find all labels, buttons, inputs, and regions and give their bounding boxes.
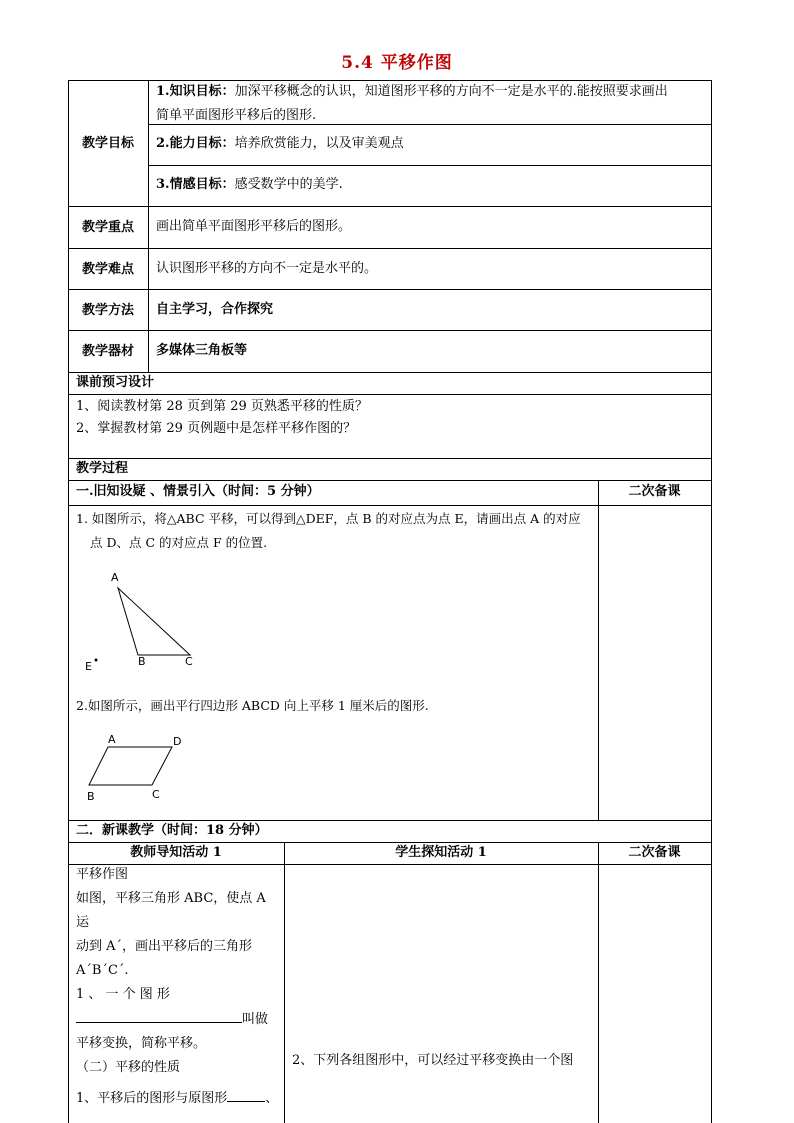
teacher-line: 平移变换，简称平移。 bbox=[76, 1036, 207, 1051]
point-b-label: B bbox=[87, 790, 95, 803]
objective-text-cont: 简单平面图形平移后的图形. bbox=[156, 108, 317, 123]
parallelogram-figure bbox=[80, 728, 200, 808]
table-border bbox=[598, 480, 599, 820]
table-border bbox=[68, 289, 712, 290]
method-text: 自主学习，合作探究 bbox=[156, 302, 274, 317]
student-activity-heading: 学生探知活动 1 bbox=[395, 845, 487, 860]
section2-heading: 二．新课教学（时间：18 分钟） bbox=[76, 823, 268, 838]
answer-blank bbox=[227, 1086, 265, 1102]
table-border bbox=[711, 80, 712, 1123]
teacher-activity-heading: 教师导知活动 1 bbox=[130, 845, 222, 860]
objectives-label: 教学目标 bbox=[81, 136, 134, 151]
parallelogram-abcd bbox=[89, 747, 172, 785]
table-border bbox=[68, 372, 712, 373]
equipment-text: 多媒体三角板等 bbox=[156, 343, 248, 358]
triangle-figure bbox=[76, 566, 216, 676]
point-b-label: B bbox=[138, 655, 146, 668]
teacher-line: （二）平移的性质 bbox=[76, 1060, 181, 1075]
teacher-line: 叫做 bbox=[242, 1012, 269, 1027]
teacher-activity-content bbox=[76, 863, 282, 1111]
preview-item: 2、掌握教材第 29 页例题中是怎样平移作图的？ bbox=[76, 421, 357, 436]
objective-prefix: 1.知识目标： bbox=[156, 84, 235, 99]
point-c-label: C bbox=[152, 788, 160, 801]
objective-text: 感受数学中的美学. bbox=[234, 177, 343, 192]
triangle-abc bbox=[118, 588, 190, 655]
objective-prefix: 2.能力目标： bbox=[156, 136, 235, 151]
section1-side-heading: 二次备课 bbox=[628, 484, 681, 499]
student-activity-content: 2、下列各组图形中，可以经过平移变换由一个图 bbox=[292, 1053, 574, 1068]
preview-item: 1、阅读教材第 28 页到第 29 页熟悉平移的性质？ bbox=[76, 399, 368, 414]
table-border bbox=[68, 505, 712, 506]
teacher-line: 1、平移后的图形与原图形 bbox=[76, 1091, 228, 1106]
teacher-line: 平移作图 bbox=[76, 867, 129, 882]
table-border bbox=[68, 80, 69, 1123]
question-1 bbox=[76, 507, 596, 555]
page-title: 5.4 平移作图 bbox=[341, 53, 453, 73]
question-2: 2.如图所示，画出平行四边形 ABCD 向上平移 1 厘米后的图形. bbox=[76, 698, 429, 713]
question-1-line2: 点 D、点 C 的对应点 F 的位置. bbox=[90, 535, 268, 550]
table-border bbox=[68, 248, 712, 249]
teacher-line-blank bbox=[76, 1086, 282, 1111]
teacher-line: 1 、 一 个 图 形 bbox=[76, 987, 170, 1002]
objective-knowledge bbox=[156, 80, 712, 128]
focus-text: 画出简单平面图形平移后的图形。 bbox=[156, 219, 352, 234]
objective-text: 培养欣赏能力，以及审美观点 bbox=[234, 136, 404, 151]
equipment-label: 教学器材 bbox=[81, 344, 134, 359]
teacher-line: A´B´C´. bbox=[76, 963, 129, 978]
point-e bbox=[95, 659, 98, 662]
table-border bbox=[148, 80, 149, 372]
method-label: 教学方法 bbox=[81, 303, 134, 318]
table-border bbox=[598, 842, 599, 1123]
table-border bbox=[68, 206, 712, 207]
focus-label: 教学重点 bbox=[81, 220, 134, 235]
teacher-line: 、 bbox=[265, 1091, 279, 1106]
teacher-line: 动到 A´，画出平移后的三角形 bbox=[76, 939, 253, 954]
question-1-line1: 1. 如图所示，将△ABC 平移，可以得到△DEF，点 B 的对应点为点 E，请画出点 A 的对应 bbox=[76, 511, 581, 526]
objective-prefix: 3.情感目标： bbox=[156, 177, 235, 192]
table-border bbox=[68, 458, 712, 459]
objective-text: 加深平移概念的认识，知道图形平移的方向不一定是水平的.能按照要求画出 bbox=[234, 84, 668, 99]
point-a-label: A bbox=[111, 571, 119, 584]
table-border bbox=[284, 842, 285, 1123]
teacher-line-blank bbox=[76, 1007, 282, 1032]
teacher-line: 如图，平移三角形 ABC，使点 A 运 bbox=[76, 891, 266, 930]
table-border bbox=[68, 330, 712, 331]
point-e-label: E bbox=[85, 660, 92, 673]
difficulty-text: 认识图形平移的方向不一定是水平的。 bbox=[156, 261, 378, 276]
table-border bbox=[148, 165, 712, 166]
point-a-label: A bbox=[108, 733, 116, 746]
point-c-label: C bbox=[185, 655, 193, 668]
section1-heading: 一.旧知设疑 、情景引入（时间：5 分钟） bbox=[76, 484, 320, 499]
point-d-label: D bbox=[173, 735, 182, 748]
difficulty-label: 教学难点 bbox=[81, 262, 134, 277]
section2-side-heading: 二次备课 bbox=[628, 845, 681, 860]
objective-emotion bbox=[156, 173, 712, 197]
answer-blank bbox=[76, 1007, 242, 1023]
objective-ability bbox=[156, 132, 712, 156]
process-heading: 教学过程 bbox=[76, 461, 129, 476]
preview-heading: 课前预习设计 bbox=[76, 375, 155, 390]
